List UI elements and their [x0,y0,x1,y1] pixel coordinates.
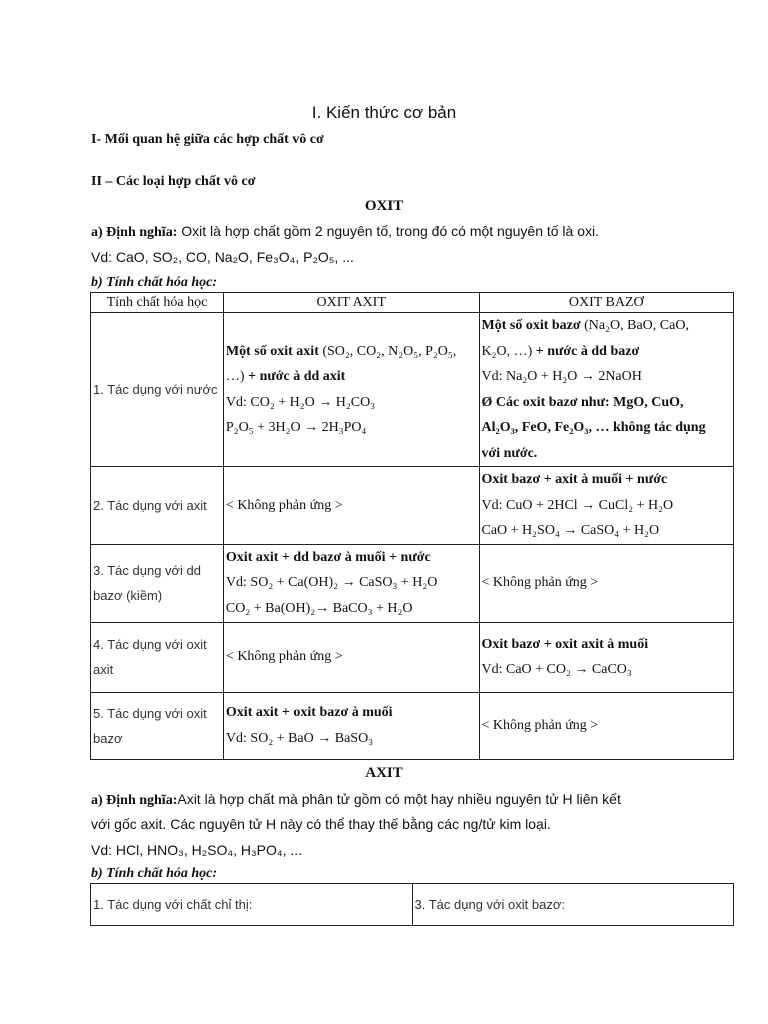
row-label: 3. Tác dụng với dd bazơ (kiềm) [91,544,224,622]
base-cell [479,467,734,545]
table-row [91,622,734,692]
header-oxit-bazo: OXIT BAZƠ [479,293,734,313]
base-note: Ø Các oxit bazơ như: MgO, CuO, [481,394,684,410]
row-label: 2. Tác dụng với axit [91,467,224,545]
acid-example: Vd: SO₂ + BaO → BaSO₃ [225,730,374,746]
section-heading-2: II – Các loại hợp chất vô cơ [91,174,256,189]
oxit-definition-label: a) Định nghĩa: [91,225,178,240]
acid-cell: < Không phản ứng > [223,622,479,692]
acid-rule: Oxit axit + oxit bazơ à muối [225,705,393,720]
page-title: I. Kiến thức cơ bản [311,103,457,122]
table-row [91,467,734,545]
header-oxit-axit: OXIT AXIT [223,293,479,313]
axit-definition-text: Axit là hợp chất mà phân tử gồm có một hay nhiều nguyên tử H liên kết [177,791,621,807]
acid-example: Vd: SO₂ + Ca(OH)₂ → CaSO₃ + H₂O [225,575,438,591]
acid-line: …) + nước à dd axit [225,369,346,384]
axit-example: Vd: HCl, HNO₃, H₂SO₄, H₃PO₄, ... [91,842,303,858]
axit-definition-cont: với gốc axit. Các nguyên tử H này có thể thay thế bằng các ng/tử kim loại. [91,816,551,832]
oxit-definition [91,223,599,241]
base-example: Vd: Na₂O + H₂O → 2NaOH [481,369,642,384]
base-rule: Oxit bazơ + axit à muối + nước [481,472,668,487]
axit-cell-base-oxide: 3. Tác dụng với oxit bazơ: [412,884,734,926]
acid-cell: < Không phản ứng > [223,467,479,545]
oxit-heading: OXIT [364,198,404,214]
acid-cell [223,692,479,759]
table-row [91,884,734,926]
axit-properties-table [90,883,734,926]
row-label: 5. Tác dụng với oxit bazơ [91,692,224,759]
table-row [91,313,734,467]
base-example: Vd: CuO + 2HCl → CuCl₂ + H₂O [481,497,674,513]
oxit-definition-text: Oxit là hợp chất gồm 2 nguyên tố, trong đó có một nguyên tố là oxi. [177,223,600,239]
row-label: 1. Tác dụng với nước [91,313,224,467]
axit-cell-indicator: 1. Tác dụng với chất chỉ thị: [91,884,413,926]
header-property: Tính chất hóa học [91,293,224,313]
base-cell: < Không phản ứng > [479,692,734,759]
oxit-example: Vd: CaO, SO₂, CO, Na₂O, Fe₃O₄, P₂O₅, ... [91,249,354,265]
acid-example: P₂O₅ + 3H₂O → 2H₃PO₄ [225,420,367,435]
table-row [91,544,734,622]
base-example: CaO + H₂SO₄ → CaSO₄ + H₂O [481,523,660,538]
axit-heading: AXIT [365,765,403,781]
base-cell [479,313,734,467]
oxit-properties-label: b) Tính chất hóa học: [91,275,218,290]
row-label: 4. Tác dụng với oxit axit [91,622,224,692]
acid-cell [223,313,479,467]
section-heading-1: I- Mối quan hệ giữa các hợp chất vô cơ [91,132,324,147]
axit-definition [91,791,621,809]
table-header-row [91,293,734,313]
acid-example: CO₂ + Ba(OH)₂→ BaCO₃ + H₂O [225,600,413,616]
acid-example: Vd: CO₂ + H₂O → H₂CO₃ [225,394,376,410]
base-note: với nước. [481,445,538,461]
base-line: Một số oxit bazơ (Na₂O, BaO, CaO, [481,318,689,333]
oxit-properties-table [90,292,734,760]
acid-cell [223,544,479,622]
table-row [91,692,734,759]
base-cell [479,622,734,692]
base-rule: Oxit bazơ + oxit axit à muối [481,636,649,652]
base-line: K₂O, …) + nước à dd bazơ [481,343,640,359]
axit-definition-label: a) Định nghĩa: [91,793,178,808]
acid-line: Một số oxit axit (SO₂, CO₂, N₂O₅, P₂O₅, [225,343,457,359]
base-cell: < Không phản ứng > [479,544,734,622]
axit-properties-label: b) Tính chất hóa học: [91,866,218,881]
base-example: Vd: CaO + CO₂ → CaCO₃ [481,662,632,677]
base-note: Al₂O₃, FeO, Fe₂O₃, … không tác dụng [481,420,706,435]
acid-rule: Oxit axit + dd bazơ à muối + nước [225,549,431,565]
